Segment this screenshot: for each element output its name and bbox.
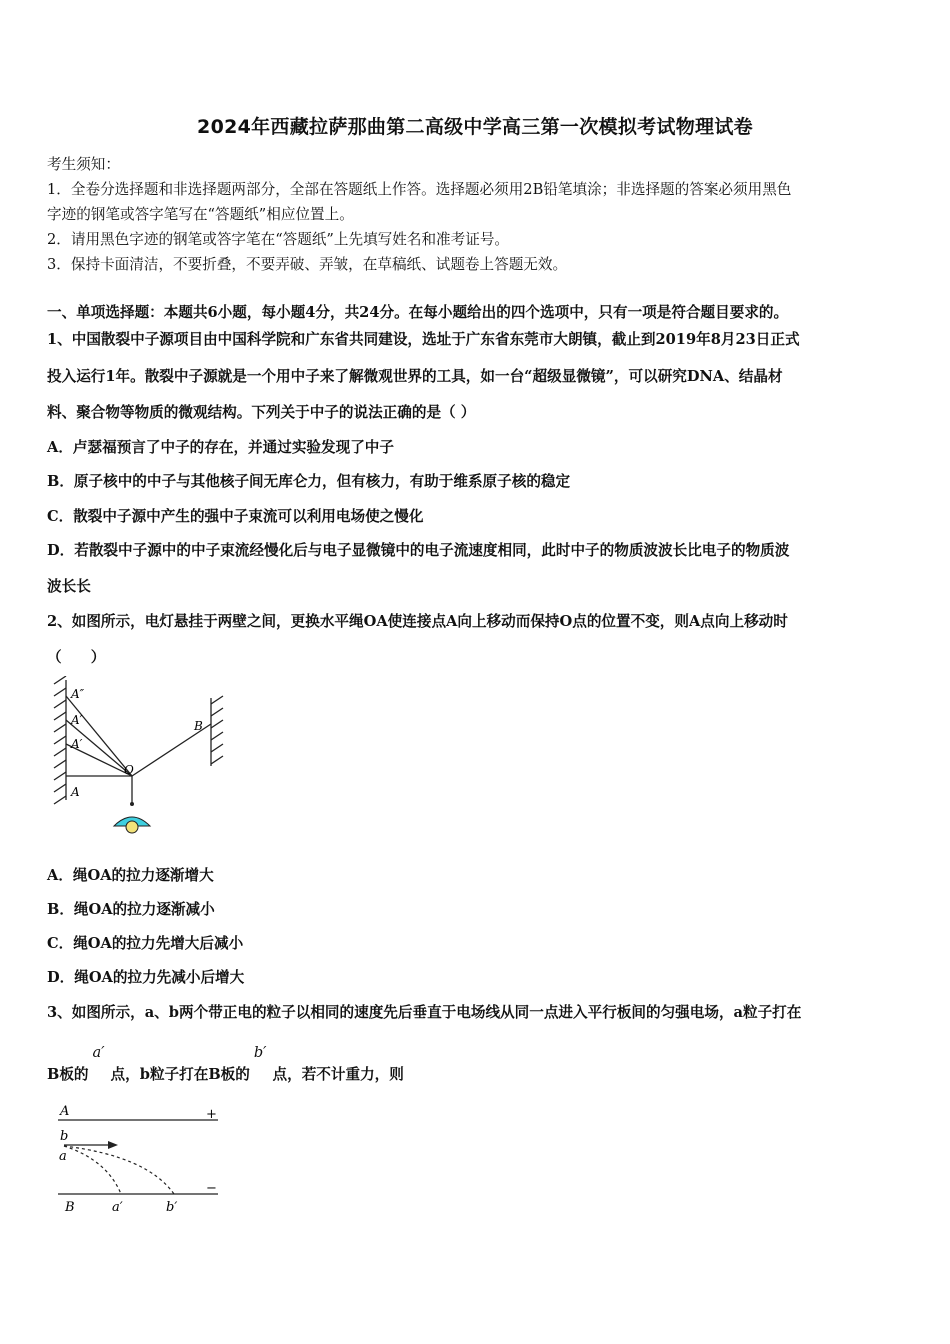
label-plus: +: [206, 1107, 217, 1122]
question-2-stem: 2、如图所示，电灯悬挂于两壁之间，更换水平绳OA使连接点A向上移动而保持O点的位置不变，则A点向上移动时: [47, 613, 788, 630]
question-2-option-d: D．绳OA的拉力先减小后增大: [47, 969, 245, 986]
question-1-option-d-cont: 波长长: [47, 578, 91, 595]
parallel-plates-figure: [52, 1100, 232, 1220]
label-a-prime-lower: A′: [71, 737, 83, 751]
question-1-stem: 投入运行1年。散裂中子源就是一个用中子来了解微观世界的工具，如一台“超级显微镜”，可以研究DNA、结晶材: [47, 368, 783, 385]
notice-item: 3．保持卡面清洁，不要折叠，不要弄破、弄皱，在草稿纸、试题卷上答题无效。: [47, 256, 568, 273]
question-1-option-c: C．散裂中子源中产生的强中子束流可以利用电场使之慢化: [47, 508, 424, 525]
q3-sup-a-prime: a′: [92, 1044, 105, 1061]
section-heading: 一、单项选择题：本题共6小题，每小题4分，共24分。在每小题给出的四个选项中，只有一项是符合题目要求的。: [47, 304, 789, 321]
label-a-particle: a: [59, 1149, 67, 1164]
notice-item: 2．请用黑色字迹的钢笔或答字笔在“答题纸”上先填写姓名和准考证号。: [47, 231, 510, 248]
notice-item: 1．全卷分选择题和非选择题两部分，全部在答题纸上作答。选择题必须用2B铅笔填涂；非选择题的答案必须用黑色: [47, 181, 792, 198]
question-1-stem: 料、聚合物等物质的微观结构。下列关于中子的说法正确的是（ ）: [47, 404, 476, 421]
label-plate-a: A: [60, 1104, 70, 1119]
question-2-option-c: C．绳OA的拉力先增大后减小: [47, 935, 244, 952]
question-2-bracket: （ ）: [47, 649, 106, 666]
lamp-rope-figure: [44, 676, 244, 846]
notice-heading: 考生须知：: [47, 156, 120, 173]
label-a-prime: A′: [71, 713, 83, 727]
page-title: 2024年西藏拉萨那曲第二高级中学高三第一次模拟考试物理试卷: [197, 116, 753, 138]
q3-text-part: B板的: [47, 1066, 89, 1083]
question-1-option-b: B．原子核中的中子与其他核子间无库仑力，但有核力，有助于维系原子核的稳定: [47, 473, 571, 490]
label-plate-b: B: [65, 1200, 75, 1215]
notice-item: 字迹的钢笔或答字笔写在“答题纸”相应位置上。: [47, 206, 354, 223]
q3-text-part: 点，若不计重力，则: [272, 1066, 404, 1083]
label-b-prime-point: b′: [166, 1200, 178, 1215]
label-b-particle: b: [60, 1129, 69, 1144]
label-b: B: [194, 719, 203, 733]
q3-sup-b-prime: b′: [253, 1044, 267, 1061]
question-1-option-d: D．若散裂中子源中的中子束流经慢化后与电子显微镜中的电子流速度相同，此时中子的物质波波长比电子的物质波: [47, 542, 790, 559]
question-2-option-b: B．绳OA的拉力逐渐减小: [47, 901, 215, 918]
label-o: O: [124, 763, 134, 777]
label-a-prime-point: a′: [112, 1200, 123, 1215]
question-2-option-a: A．绳OA的拉力逐渐增大: [47, 867, 214, 884]
question-3-stem-line2: [47, 1044, 404, 1084]
label-minus: −: [206, 1181, 217, 1196]
question-1-option-a: A．卢瑟福预言了中子的存在，并通过实验发现了中子: [47, 439, 394, 456]
question-3-stem: 3、如图所示，a、b两个带正电的粒子以相同的速度先后垂直于电场线从同一点进入平行板间的匀强电场，a粒子打在: [47, 1004, 802, 1021]
question-1-stem: 1、中国散裂中子源项目由中国科学院和广东省共同建设，选址于广东省东莞市大朗镇，截止到2019年8月23日正式: [47, 331, 800, 348]
q3-text-part: 点，b粒子打在B板的: [110, 1066, 250, 1083]
label-a: A: [71, 785, 80, 799]
label-a-double-prime: A″: [71, 687, 85, 701]
